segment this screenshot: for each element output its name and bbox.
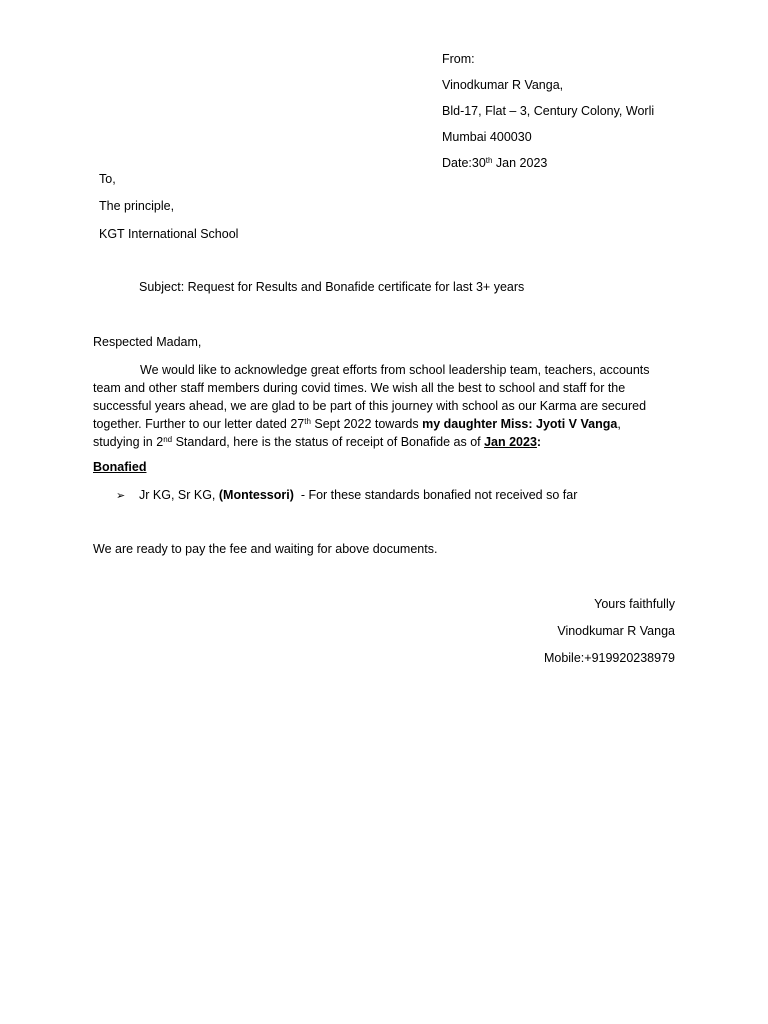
signature-mobile: Mobile:+919920238979 [543,651,675,665]
body-line-5: studying in 2nd Standard, here is the status of receipt of Bonafide as of Jan 2023: [93,435,542,449]
bonafied-list-item: ➢ Jr KG, Sr KG, (Montessori) - For these standards bonafied not received so far [116,488,578,502]
recipient-title: The principle, [99,199,175,213]
recipient-school: KGT International School [99,227,239,241]
date-prefix: Date:30 [442,156,486,170]
body-line-1: We would like to acknowledge great efforts from school leadership team, teachers, accounts [140,363,650,377]
sender-name: Vinodkumar R Vanga, [442,78,564,92]
date-suffix: Jan 2023 [492,156,548,170]
subject-line: Subject: Request for Results and Bonafide certificate for last 3+ years [139,280,525,294]
body-line-3: successful years ahead, we are glad to be part of this journey with school as our Karma are secured [93,399,647,413]
sender-address-line1: Bld-17, Flat – 3, Century Colony, Worli [442,104,655,118]
letter-date [442,155,547,171]
sender-address-line2: Mumbai 400030 [442,130,532,144]
body-paragraph [93,361,683,451]
bonafied-heading: Bonafied [93,460,147,474]
from-label: From: [442,52,475,66]
salutation: Respected Madam, [93,335,202,349]
arrowhead-bullet-icon: ➢ [116,490,126,502]
date-superscript: th [485,156,493,165]
daughter-name: my daughter Miss: Jyoti V Vanga [422,417,618,431]
closing-phrase: Yours faithfully [594,597,675,611]
to-label: To, [99,172,116,186]
montessori-label: (Montessori) [218,488,294,502]
status-date: Jan 2023 [484,435,537,449]
signature-name: Vinodkumar R Vanga [557,624,675,638]
closing-statement: We are ready to pay the fee and waiting for above documents. [93,542,438,556]
body-line-4: together. Further to our letter dated 27th Sept 2022 towards my daughter Miss: Jyoti V Vanga, [93,417,621,431]
body-line-2: team and other staff members during covid times. We wish all the best to school and staff for the [93,381,626,395]
